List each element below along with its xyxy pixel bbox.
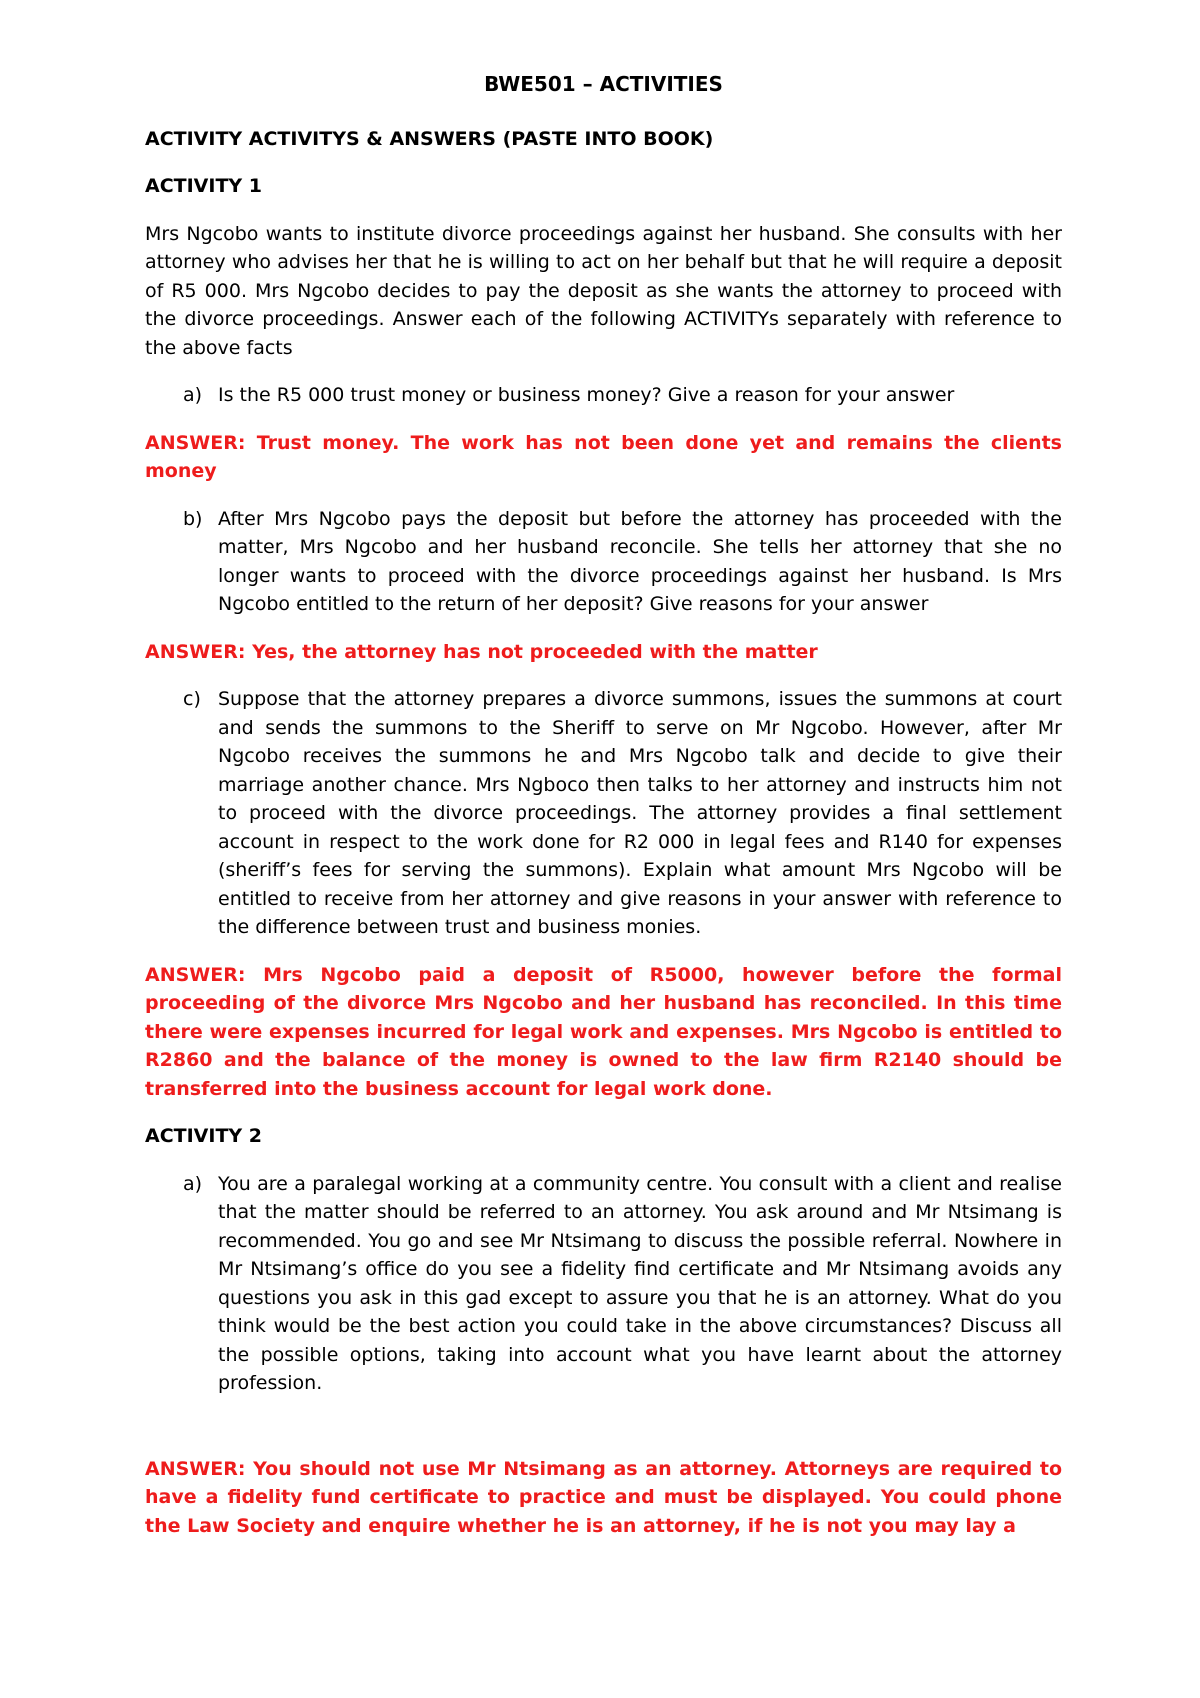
answer-2a: ANSWER: You should not use Mr Ntsimang as an attorney. Attorneys are required to have a fidelity fund certificate to practice and must be displayed. You could phone the Law Society and enquire whether he is an attorney, if he is not you may lay a: [145, 1457, 1062, 1537]
document-body: [145, 70, 1062, 1559]
question-1b: [145, 505, 1062, 619]
question-2a: [145, 1170, 1062, 1398]
answer-1b: ANSWER: Yes, the attorney has not proceeded with the matter: [145, 640, 818, 663]
spacer: [145, 1417, 1062, 1455]
question-label: a): [183, 384, 203, 406]
question-label: a): [183, 1172, 203, 1195]
question-text: Is the R5 000 trust money or business money? Give a reason for your answer: [218, 384, 955, 406]
question-text: You are a paralegal working at a community centre. You consult with a client and realise that the matter should be referred to an attorney. You ask around and Mr Ntsimang is recommended. You go and see Mr Ntsimang to discuss the possible referral. Nowhere in Mr Ntsimang’s office do you see a fidelity find certificate and Mr Ntsimang avoids any questions you ask in this gad except to assure you that he is an attorney. What do you think would be the best action you could take in the above circumstances? Discuss all the possible options, taking into account what you have learnt about the attorney profession.: [218, 1172, 1062, 1394]
document-subtitle: ACTIVITY ACTIVITYS & ANSWERS (PASTE INTO BOOK): [145, 127, 714, 150]
answer-1c: ANSWER: Mrs Ngcobo paid a deposit of R5000, however before the formal proceeding of the divorce Mrs Ngcobo and her husband has reconciled. In this time there were expenses incurred for legal work and expenses. Mrs Ngcobo is entitled to R2860 and the balance of the money is owned to the law firm R2140 should be transferred into the business account for legal work done.: [145, 963, 1062, 1100]
activity-1-heading: ACTIVITY 1: [145, 175, 263, 197]
question-label: c): [183, 688, 201, 710]
question-1a: [145, 381, 1062, 410]
question-text: Suppose that the attorney prepares a divorce summons, issues the summons at court and sends the summons to the Sheriff to serve on Mr Ngcobo. However, after Mr Ngcobo receives the summons he and Mrs Ngcobo talk and decide to give their marriage another chance. Mrs Ngboco then talks to her attorney and instructs him not to proceed with the divorce proceedings. The attorney provides a final settlement account in respect to the work done for R2 000 in legal fees and R140 for expenses (sheriff’s fees for serving the summons). Explain what amount Mrs Ngcobo will be entitled to receive from her attorney and give reasons in your answer with reference to the difference between trust and business monies.: [218, 688, 1062, 938]
document-title: BWE501 – ACTIVITIES: [484, 72, 723, 96]
answer-1a: ANSWER: Trust money. The work has not been done yet and remains the clients money: [145, 431, 1062, 482]
activity-2-heading: ACTIVITY 2: [145, 1125, 263, 1147]
question-text: After Mrs Ngcobo pays the deposit but before the attorney has proceeded with the matter, Mrs Ngcobo and her husband reconcile. She tells her attorney that she no longer wants to proceed with the divorce proceedings against her husband. Is Mrs Ngcobo entitled to the return of her deposit? Give reasons for your answer: [218, 507, 1062, 615]
question-1c: [145, 685, 1062, 942]
question-label: b): [183, 507, 203, 530]
activity-1-intro: Mrs Ngcobo wants to institute divorce proceedings against her husband. She consults with her attorney who advises her that he is willing to act on her behalf but that he will require a deposit of R5 000. Mrs Ngcobo decides to pay the deposit as she wants the attorney to proceed with the divorce proceedings. Answer each of the following ACTIVITYs separately with reference to the above facts: [145, 222, 1062, 359]
